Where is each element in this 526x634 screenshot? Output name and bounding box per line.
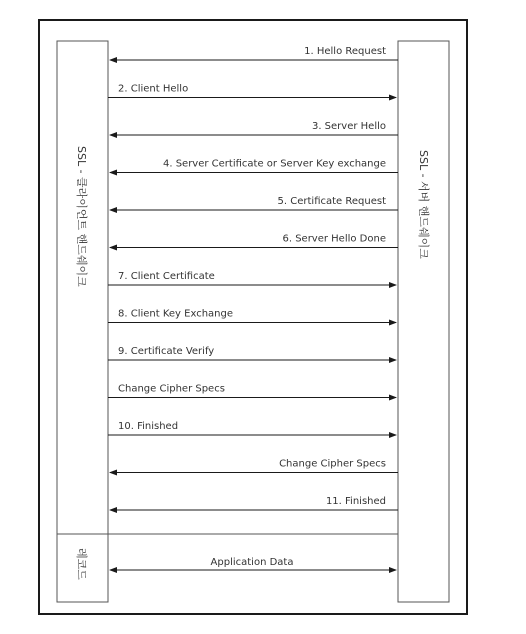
message-label-7: 7. Client Certificate <box>118 271 215 282</box>
message-label-5: 5. Certificate Request <box>277 196 386 207</box>
server-handshake-label: SSL - 서버 핸드쉐이크 <box>417 150 430 259</box>
message-label-2: 2. Client Hello <box>118 83 189 95</box>
client-column <box>57 41 108 602</box>
server-column <box>398 41 449 602</box>
message-label-13: 11. Finished <box>325 496 386 507</box>
message-label-8: 8. Client Key Exchange <box>118 308 234 320</box>
application-data-group <box>110 557 396 570</box>
message-label-12: Change Cipher Specs <box>279 458 386 470</box>
message-label-3: 3. Server Hello <box>311 121 386 132</box>
application-data-label: Application Data <box>210 557 294 568</box>
message-label-6: 6. Server Hello Done <box>282 233 386 245</box>
message-label-1: 1. Hello Request <box>304 46 386 57</box>
message-label-4: 4. Server Certificate or Server Key exchange <box>162 158 386 170</box>
handshake-messages <box>108 46 398 510</box>
message-label-10: Change Cipher Specs <box>118 383 225 395</box>
client-handshake-label: SSL - 클라이언트 핸드쉐이크 <box>75 146 88 287</box>
message-label-9: 9. Certificate Verify <box>118 346 215 357</box>
client-record-label: 레코드 <box>75 548 88 580</box>
message-label-11: 10. Finished <box>118 421 179 432</box>
